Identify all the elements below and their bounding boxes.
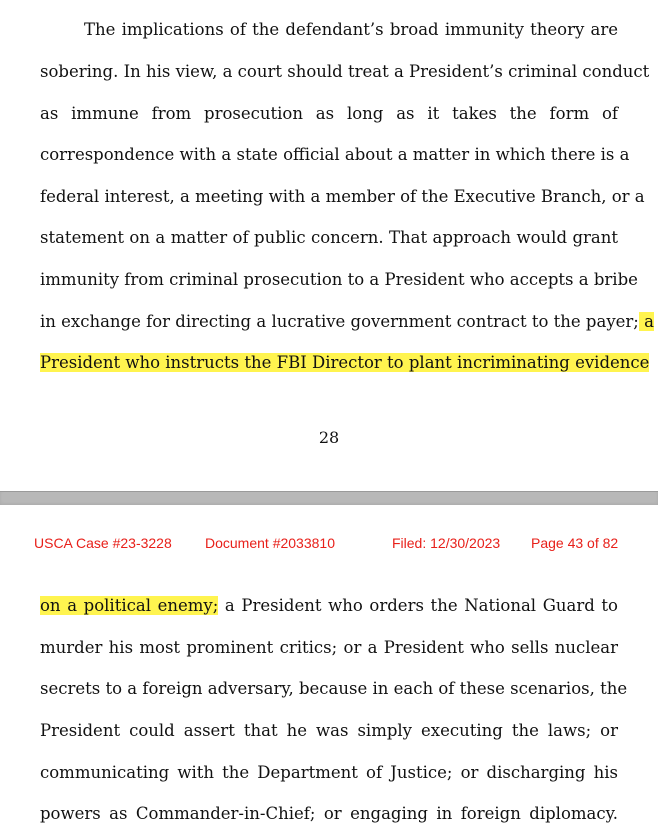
- paragraph-line: [40, 227, 618, 249]
- highlighted-text: on a political enemy;: [40, 596, 219, 615]
- document-page-bottom: [0, 505, 658, 834]
- paragraph-line: [40, 61, 650, 83]
- text-segment: The implications of the defendant’s broad immunity theory are: [84, 20, 618, 39]
- paragraph-line: [40, 186, 645, 208]
- paragraph-line: [40, 19, 618, 41]
- highlighted-text: President who instructs the FBI Director to plant incriminating evidence: [40, 353, 650, 372]
- text-segment: sobering. In his view, a court should treat a President’s criminal conduct: [40, 62, 650, 81]
- paragraph-line: [40, 803, 618, 825]
- text-segment: as immune from prosecution as long as it takes the form of: [40, 104, 618, 123]
- paragraph-line: [40, 269, 638, 291]
- text-segment: President could assert that he was simply executing the laws; or: [40, 721, 618, 740]
- paragraph-line: [40, 678, 628, 700]
- paragraph-line: [40, 595, 618, 617]
- filed-date: Filed: 12/30/2023: [392, 535, 501, 551]
- page-separator: [0, 491, 658, 506]
- page-number: 28: [318, 428, 340, 447]
- text-segment: powers as Commander-in-Chief; or engaging in foreign diplomacy.: [40, 804, 618, 823]
- text-segment: correspondence with a state official about a matter in which there is a: [40, 145, 630, 164]
- paragraph-line: [40, 311, 654, 333]
- page-of-total: Page 43 of 82: [531, 535, 619, 551]
- paragraph-line: [40, 144, 630, 166]
- text-segment: communicating with the Department of Justice; or discharging his: [40, 763, 618, 782]
- paragraph-line: [40, 720, 618, 742]
- text-segment: murder his most prominent critics; or a President who sells nuclear: [40, 638, 618, 657]
- paragraph-line: [40, 352, 650, 374]
- text-segment: secrets to a foreign adversary, because in each of these scenarios, the: [40, 679, 628, 698]
- paragraph-line: [40, 762, 618, 784]
- text-segment: immunity from criminal prosecution to a President who accepts a bribe: [40, 270, 638, 289]
- text-segment: a President who orders the National Guard to: [218, 596, 618, 615]
- text-segment: in exchange for directing a lucrative government contract to the payer;: [40, 312, 639, 331]
- document-number: Document #2033810: [205, 535, 335, 551]
- text-segment: statement on a matter of public concern. That approach would grant: [40, 228, 618, 247]
- case-header: [0, 535, 658, 555]
- paragraph-line: [40, 103, 618, 125]
- case-number: USCA Case #23-3228: [34, 535, 172, 551]
- text-segment: federal interest, a meeting with a member of the Executive Branch, or a: [40, 187, 645, 206]
- paragraph-line: [40, 637, 618, 659]
- highlighted-text: a: [638, 312, 654, 331]
